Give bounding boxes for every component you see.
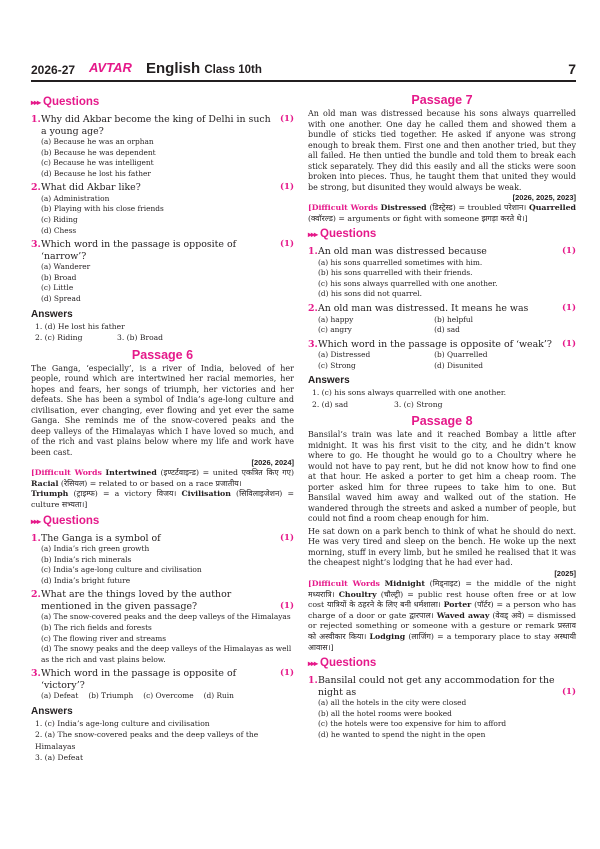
difficult-words: [Difficult Words Distressed (डिस्ट्रेस्ड) = troubled परेशान। Quarrelled (क्वॉरल्ड) = arguments or fight with someone झगड़ा करते थे।] xyxy=(308,203,576,223)
option: (d) sad xyxy=(434,325,460,335)
subject-title xyxy=(146,60,262,77)
marks: (1) xyxy=(562,246,576,257)
option: (d) Because he lost his father xyxy=(41,168,151,178)
option: (c) Little xyxy=(41,283,74,293)
option: (a) all the hotels in the city were closed xyxy=(318,698,467,708)
questions-heading: ▸▸▸ Questions xyxy=(31,96,100,108)
passage-text: He sat down on a park bench to think of what he should do next. He was very tired and sleep on the bench. He woke up the next morning, stuff in every limb, but he smiled he realised that it was the cheapest night’s lodging that he had ever had. xyxy=(308,526,576,568)
option: (b) his sons quarrelled with their friends. xyxy=(318,268,473,278)
question: 2. An old man was distressed. It means he was (1) xyxy=(308,303,576,315)
option: (d) Disunited xyxy=(434,360,483,370)
marks: (1) xyxy=(280,182,294,193)
option: (c) Because he was intelligent xyxy=(41,158,154,168)
question: 1. An old man was distressed because (1) xyxy=(308,246,576,258)
passage-text: Bansilal’s train was late and it reached Bombay a little after midnight. It was his first visit to the city, and he didn’t know where to go. He thought he would go to a Choultry where he would not have to pay rent, but he did not know how to find one at that hour. He asked a porter to get him a cheap room. The porter asked him for three rupees to take him to one. But Bansilal waved him away and walked out of the station. He wandered through the streets and asked a number of people, but could not find a room cheap enough for him. xyxy=(308,430,576,524)
option: (d) he wanted to spend the night in the open xyxy=(318,729,486,739)
page-number: 7 xyxy=(568,61,576,77)
arrow-icon: ▸▸▸ xyxy=(31,516,41,526)
right-column xyxy=(308,92,576,740)
answer: 1. (c) India’s age-long culture and civilisation xyxy=(35,718,210,728)
questions-heading: ▸▸▸ Questions xyxy=(31,514,100,527)
brand-logo: AVTAR xyxy=(89,60,132,75)
marks: (1) xyxy=(562,303,576,314)
answer-row xyxy=(31,332,294,344)
difficult-words: [Difficult Words Intertwined (इण्टर्टवाइन्ड) = united एकत्रित किए गए) Racial (रेसियल) = related to or based on a race प्रजातीय। Triumph (ट्राइम्फ) = a victory विजय। Civilisation (सिविलाइजेशन) = culture सभ्यता।] xyxy=(31,468,294,509)
option: (c) his sons always quarrelled with one another. xyxy=(318,278,498,288)
option: (a) happy xyxy=(318,314,354,324)
option: (b) The rich fields and forests xyxy=(41,622,152,632)
page-header xyxy=(31,60,576,80)
option: (a) Distressed xyxy=(318,350,371,360)
answers-heading: Answers xyxy=(31,705,73,717)
exam-years: [2026, 2025, 2023] xyxy=(512,193,576,202)
option: (d) Chess xyxy=(41,225,77,235)
option-row xyxy=(308,350,576,361)
option: (a) Wanderer xyxy=(41,262,91,272)
marks: (1) xyxy=(280,668,294,679)
option: (d) The snowy peaks and the deep valleys of the Himalayas as well as the rich and vast plains below. xyxy=(41,644,292,664)
option: (a) India’s rich green growth xyxy=(41,544,150,553)
answer: 2. (d) sad xyxy=(312,399,349,409)
option: (b) helpful xyxy=(434,314,474,324)
option: (c) The flowing river and streams xyxy=(41,633,167,643)
question: 3. Which word in the passage is opposite of ‘victory’? (1) xyxy=(31,668,294,691)
passage-text: An old man was distressed because his sons always quarrelled with one another. One day he called them and showed them a bundle of sticks tied together. He asked if anyone was strong enough to break them. First one and then another tried, but they all failed. He then untied the bundle and told them to break each stick separately. They did this easily and all the sticks were soon broken into pieces. Thus, he taught them that united they would be strong, but disunited they would always be weak. xyxy=(308,109,576,192)
option: (b) Quarrelled xyxy=(434,350,488,360)
option: (d) Spread xyxy=(41,294,81,304)
exam-years: [2026, 2024] xyxy=(251,458,294,468)
answers-heading: Answers xyxy=(308,375,350,387)
option: (c) Strong xyxy=(318,360,356,370)
option: (b) India’s rich minerals xyxy=(41,554,132,564)
subject-name: English xyxy=(146,60,201,77)
question: 1. Bansilal could not get any accommodation for the night as (1) xyxy=(308,675,576,698)
class-label: Class 10th xyxy=(204,64,262,76)
option-row xyxy=(308,315,576,326)
passage-text: The Ganga, ‘especially’, is a river of India, beloved of her people, round which are intertwined her racial memories, her hopes and fears, her songs of triumph, her victories and her defeats. She has been a symbol of India’s age-long culture and civilisation, ever changing, ever flowing and yet ever the same Ganga. She reminds me of the snow-covered peaks and the deep valleys of the Himalayas which I have loved so much, and of the rich and vast plains below where my life and work have been cast. xyxy=(31,363,294,457)
arrow-icon: ▸▸▸ xyxy=(308,659,318,669)
option: (a) his sons quarrelled sometimes with him. xyxy=(318,257,483,267)
passage-title: Passage 8 xyxy=(411,414,473,429)
answer-row xyxy=(308,399,576,411)
answer: 1. (c) his sons always quarrelled with one another. xyxy=(312,388,507,398)
option: (d) Ruin xyxy=(203,691,234,701)
answer: 3. (a) Defeat xyxy=(35,753,83,763)
option: (c) Overcome xyxy=(143,691,194,701)
option: (b) Because he was dependent xyxy=(41,147,156,157)
answer: 3. (c) Strong xyxy=(394,399,443,409)
option-row xyxy=(308,325,576,336)
option: (d) his sons did not quarrel. xyxy=(318,289,423,299)
marks: (1) xyxy=(562,686,576,697)
option: (c) Riding xyxy=(41,215,78,225)
questions-heading: ▸▸▸ Questions xyxy=(308,228,377,241)
option: (c) angry xyxy=(318,325,352,335)
arrow-icon: ▸▸▸ xyxy=(31,98,41,107)
question: 3. Which word in the passage is opposite of ‘weak’? (1) xyxy=(308,338,576,350)
edition-year: 2026-27 xyxy=(31,63,76,77)
marks: (1) xyxy=(280,239,294,250)
answer: 2. (a) The snow-covered peaks and the deep valleys of the Himalayas xyxy=(35,730,259,751)
exam-years: [2025] xyxy=(554,568,576,578)
option: (b) Triumph xyxy=(88,691,134,701)
answer: 2. (c) Riding xyxy=(35,333,83,343)
difficult-words: [Difficult Words Midnight (मिड्नाइट) = the middle of the night मध्यरात्रि। Choultry (चौल्ट्री) = public rest house often free or at low cost यात्रियों के ठहरने के लिए बनी धर्मशाला। Porter (पॉर्टर) = a person who has charge of a door or gate द्वारपाल। Waved away (वेवड् अवे) = dismissed or rejected something or someone with a gesture or remark प्रस्ताव को अस्वीकार किया। Lodging (लाजिंग) = a temporary place to stay अस्थायी आवास।] xyxy=(308,578,577,652)
passage-title: Passage 7 xyxy=(411,93,473,107)
marks: (1) xyxy=(562,338,576,349)
option: (a) Administration xyxy=(41,193,110,203)
left-column xyxy=(31,92,294,764)
option: (c) India’s age-long culture and civilisation xyxy=(41,565,202,575)
question: 3. Which word in the passage is opposite of ‘narrow’? (1) xyxy=(31,239,294,262)
option-row xyxy=(308,361,576,372)
option: (a) Because he was an orphan xyxy=(41,137,154,146)
passage-title: Passage 6 xyxy=(131,347,194,362)
arrow-icon: ▸▸▸ xyxy=(308,230,318,240)
marks: (1) xyxy=(280,532,294,543)
option: (b) Broad xyxy=(41,272,77,282)
question: 2. What are the things loved by the author mentioned in the given passage? (1) xyxy=(31,589,294,612)
option: (d) India’s bright future xyxy=(41,575,131,585)
option: (a) The snow-covered peaks and the deep valleys of the Himalayas xyxy=(41,612,291,622)
answers-heading: Answers xyxy=(31,308,73,320)
answer: 1. (d) He lost his father xyxy=(35,321,125,331)
marks: (1) xyxy=(280,114,294,124)
question: 2. What did Akbar like? (1) xyxy=(31,182,294,194)
option-row xyxy=(31,691,294,702)
question: 1. Why did Akbar become the king of Delhi in such a young age? (1) xyxy=(31,114,294,137)
question: 1. The Ganga is a symbol of (1) xyxy=(31,532,294,544)
option: (b) Playing with his close friends xyxy=(41,204,164,214)
header-rule xyxy=(31,80,576,82)
option: (c) the hotels were too expensive for him to afford xyxy=(318,719,507,729)
answer: 3. (b) Broad xyxy=(117,333,164,343)
questions-heading: ▸▸▸ Questions xyxy=(308,657,377,670)
option: (b) all the hotel rooms were booked xyxy=(318,708,452,718)
option: (a) Defeat xyxy=(41,691,79,701)
marks: (1) xyxy=(280,600,294,611)
